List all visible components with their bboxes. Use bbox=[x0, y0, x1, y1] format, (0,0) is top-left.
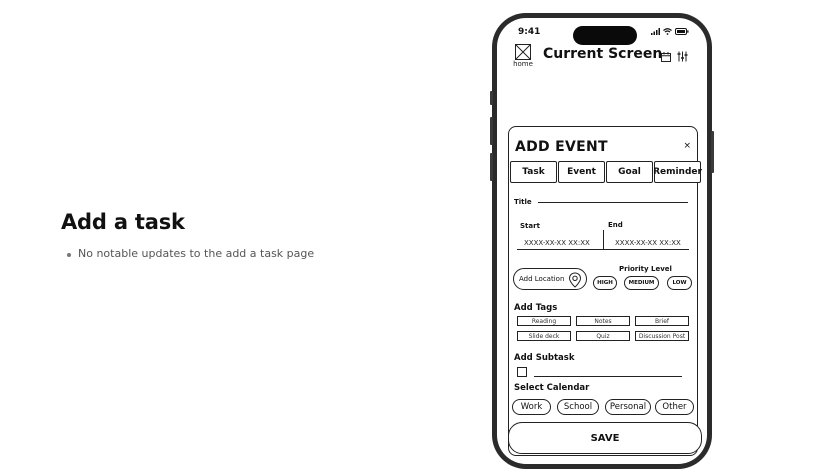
calendar-school[interactable]: School bbox=[557, 399, 599, 415]
datetime-divider bbox=[603, 230, 604, 249]
status-icons bbox=[651, 28, 689, 35]
close-icon[interactable]: × bbox=[683, 141, 691, 151]
tag-reading[interactable]: Reading bbox=[517, 316, 571, 326]
status-time: 9:41 bbox=[518, 27, 541, 37]
tab-reminder[interactable]: Reminder bbox=[654, 161, 701, 183]
dynamic-island bbox=[573, 26, 637, 45]
add-location-button[interactable] bbox=[513, 268, 587, 290]
subtask-input[interactable] bbox=[534, 376, 682, 377]
add-location-label: Add Location bbox=[519, 275, 565, 283]
start-datetime[interactable]: XXXX-XX-XX XX:XX bbox=[524, 239, 590, 247]
add-subtask-label: Add Subtask bbox=[514, 353, 575, 363]
bullet-item: No notable updates to the add a task page bbox=[64, 247, 314, 260]
modal-title: ADD EVENT bbox=[515, 139, 608, 155]
select-calendar-label: Select Calendar bbox=[514, 383, 590, 393]
tag-quiz[interactable]: Quiz bbox=[576, 331, 630, 341]
add-event-modal bbox=[508, 126, 702, 456]
battery-icon bbox=[675, 28, 689, 35]
phone-mockup bbox=[492, 13, 712, 469]
signal-icon bbox=[651, 28, 660, 35]
title-input[interactable] bbox=[538, 202, 688, 203]
home-label: home bbox=[513, 60, 533, 68]
priority-high[interactable]: HIGH bbox=[593, 276, 617, 290]
start-label: Start bbox=[520, 222, 540, 230]
slide-bullets bbox=[64, 247, 314, 260]
home-placeholder-icon bbox=[515, 44, 531, 60]
subtask-checkbox[interactable] bbox=[517, 367, 527, 377]
end-label: End bbox=[608, 221, 623, 229]
save-button[interactable]: SAVE bbox=[508, 422, 702, 454]
home-nav[interactable] bbox=[511, 44, 535, 68]
tag-discussion-post[interactable]: Discussion Post bbox=[635, 331, 689, 341]
calendar-other[interactable]: Other bbox=[655, 399, 694, 415]
location-pin-icon bbox=[568, 272, 582, 288]
tab-goal[interactable]: Goal bbox=[606, 161, 653, 183]
slide-title: Add a task bbox=[61, 210, 185, 234]
calendar-work[interactable]: Work bbox=[512, 399, 551, 415]
title-label: Title bbox=[514, 198, 532, 206]
datetime-underline bbox=[517, 249, 689, 250]
tab-event[interactable]: Event bbox=[558, 161, 605, 183]
priority-low[interactable]: LOW bbox=[667, 276, 692, 290]
priority-medium[interactable]: MEDIUM bbox=[624, 276, 659, 290]
phone-screen bbox=[497, 18, 707, 464]
event-type-tabs bbox=[510, 161, 702, 183]
wifi-icon bbox=[663, 28, 672, 35]
tag-slide-deck[interactable]: Slide deck bbox=[517, 331, 571, 341]
phone-volume-down bbox=[490, 153, 493, 181]
screen-title: Current Screen bbox=[543, 46, 663, 62]
phone-power-button bbox=[711, 131, 714, 173]
tag-brief[interactable]: Brief bbox=[635, 316, 689, 326]
end-datetime[interactable]: XXXX-XX-XX XX:XX bbox=[615, 239, 681, 247]
add-tags-label: Add Tags bbox=[514, 303, 558, 313]
tab-task[interactable]: Task bbox=[510, 161, 557, 183]
priority-label: Priority Level bbox=[619, 265, 672, 273]
calendar-icon[interactable] bbox=[661, 52, 671, 62]
phone-volume-up bbox=[490, 117, 493, 145]
tag-notes[interactable]: Notes bbox=[576, 316, 630, 326]
calendar-personal[interactable]: Personal bbox=[605, 399, 651, 415]
sliders-icon[interactable] bbox=[677, 51, 688, 62]
phone-mute-switch bbox=[490, 91, 493, 105]
